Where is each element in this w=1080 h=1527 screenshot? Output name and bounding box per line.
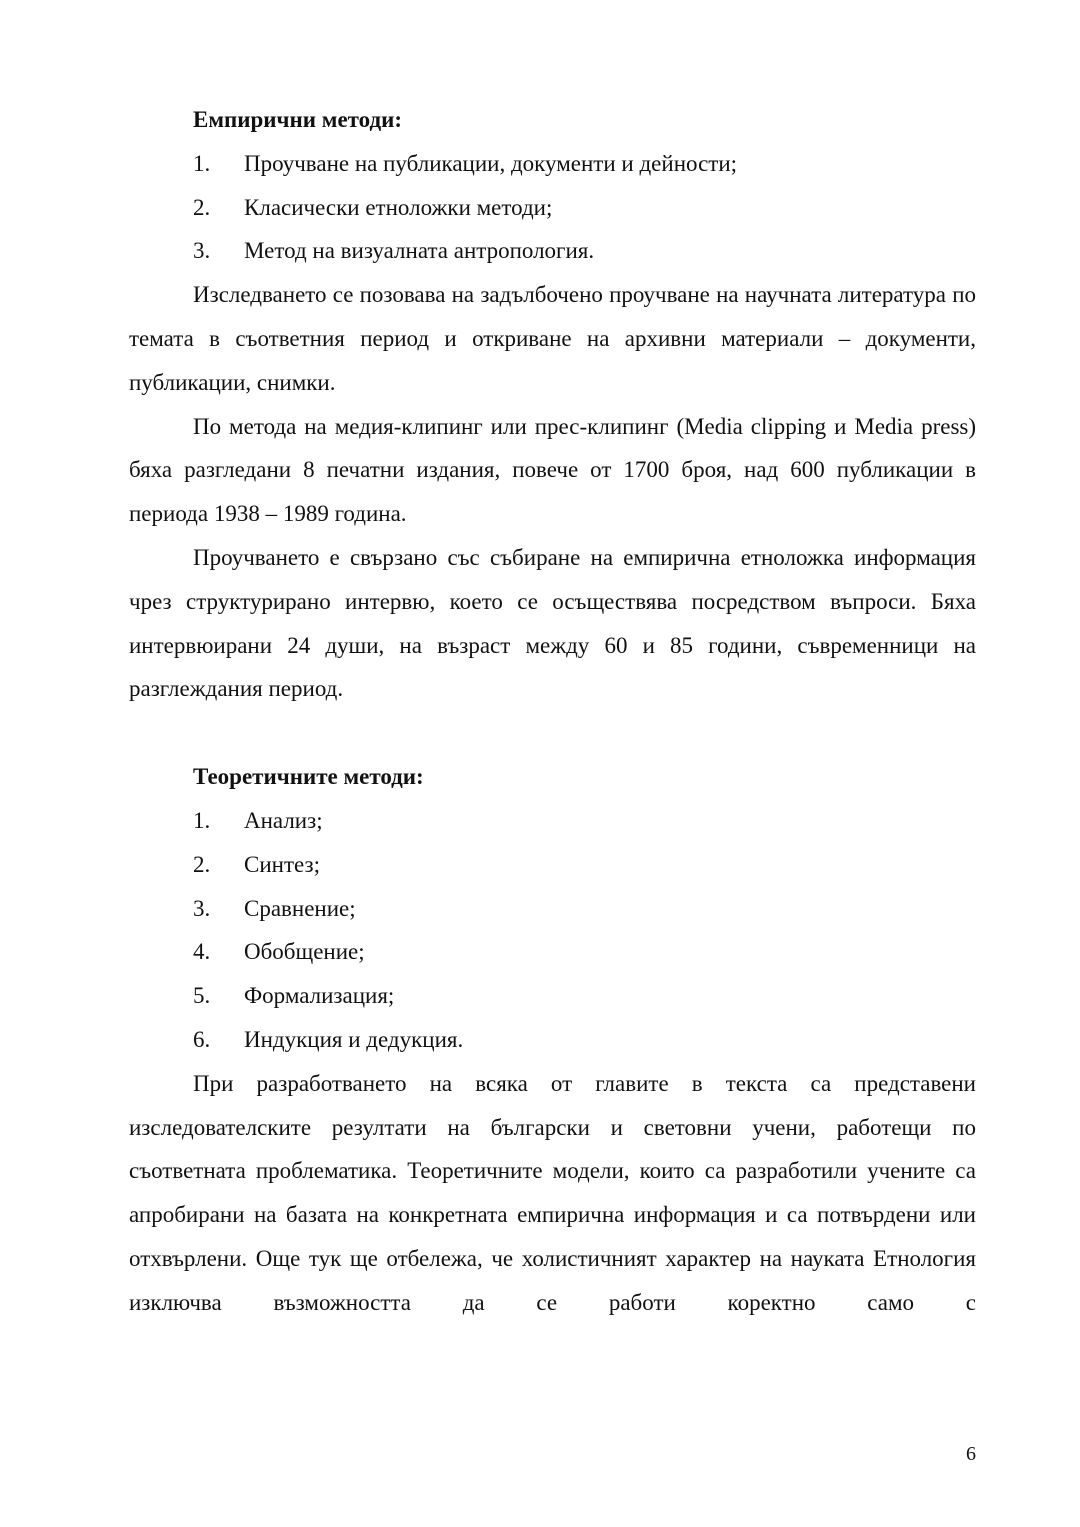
list-item-number: 6.	[193, 1026, 211, 1052]
paragraph-interviews: Проучването е свързано със събиране на емпирична етноложка информация чрез структурирано интервю, което се осъществява посредством въпроси. Бяха интервюирани 24 души, на възраст между 60 и 85 години, съвременници на разглеждания период.	[129, 544, 976, 702]
list-item-text: Проучване на публикации, документи и дейности;	[244, 150, 738, 176]
list-item-text: Обобщение;	[244, 939, 365, 965]
list-item	[129, 142, 976, 186]
list-item-text: Анализ;	[244, 807, 323, 833]
list-item-text: Синтез;	[244, 851, 320, 877]
paragraph-research-literature: Изследването се позовава на задълбочено проучване на научната литература по темата в съответния период и откриване на архивни материали – документи, публикации, снимки.	[129, 282, 976, 395]
paragraph-closing: При разработването на всяка от главите в текста са представени изследователските резултати на български и световни учени, работещи по съответната проблематика. Теоретичните модели, които са разработили учените са апробирани на базата на конкретната емпирична информация и са потвърдени или отхвърлени. Още тук ще отбележа, че холистичният характер на науката Етнология изключва възможността да се работи коректно само с	[129, 1070, 976, 1315]
list-item-number: 3.	[193, 238, 211, 264]
empirical-methods-heading: Емпирични методи:	[193, 107, 403, 132]
list-item	[129, 843, 976, 887]
list-item-number: 5.	[193, 983, 211, 1009]
list-item-number: 2.	[193, 194, 211, 220]
document-page	[129, 98, 976, 1325]
list-item-text: Сравнение;	[244, 895, 356, 921]
list-item-number: 1.	[193, 807, 211, 833]
theoretical-methods-heading: Теоретичните методи:	[193, 764, 424, 790]
list-item	[129, 974, 976, 1018]
list-item	[129, 930, 976, 974]
section-spacer	[129, 711, 976, 755]
page-number: 6	[966, 1443, 976, 1465]
empirical-methods-list	[129, 142, 976, 273]
theoretical-methods-list	[129, 799, 976, 1062]
list-item-text: Формализация;	[244, 983, 395, 1009]
list-item	[129, 229, 976, 273]
list-item	[129, 1018, 976, 1062]
list-item-number: 2.	[193, 851, 211, 877]
list-item	[129, 799, 976, 843]
list-item-text: Метод на визуалната антропология.	[244, 238, 595, 264]
paragraph-media-clipping: По метода на медия-клипинг или прес-клипинг (Media clipping и Media press) бяха разгледани 8 печатни издания, повече от 1700 броя, над 600 публикации в периода 1938 – 1989 година.	[129, 413, 976, 527]
list-item	[129, 186, 976, 230]
list-item-number: 3.	[193, 895, 211, 921]
list-item-text: Индукция и дедукция.	[244, 1026, 464, 1052]
list-item-text: Класически етноложки методи;	[244, 194, 553, 220]
list-item-number: 4.	[193, 939, 211, 965]
list-item-number: 1.	[193, 150, 211, 176]
list-item	[129, 887, 976, 931]
